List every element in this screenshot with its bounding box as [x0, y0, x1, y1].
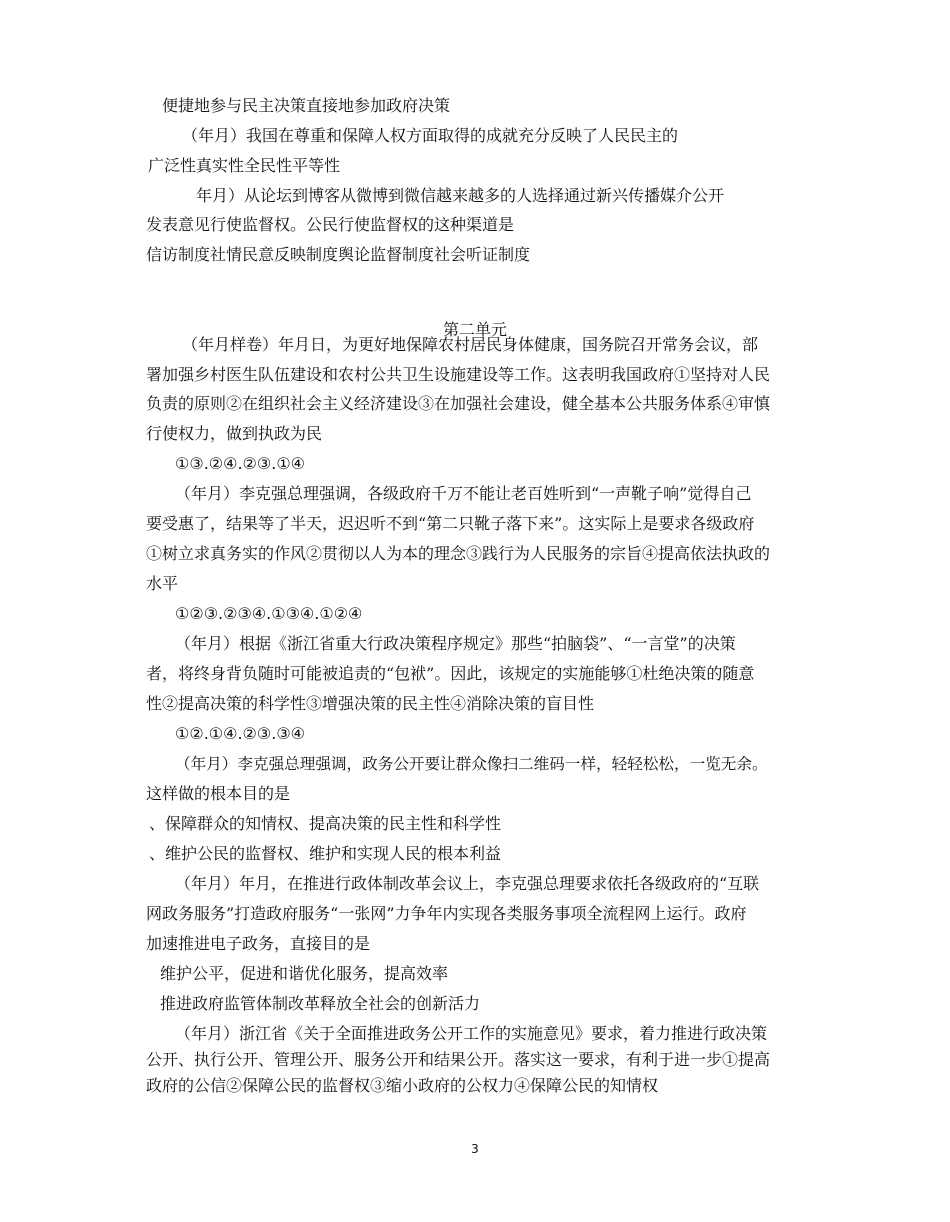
text-line: 要受惠了，结果等了半天，迟迟听不到“第二只靴子落下来”。这实际上是要求各级政府 [146, 514, 755, 533]
text-line: 行使权力，做到执政为民 [146, 424, 323, 443]
answer-option: 、维护公民的监督权、维护和实现人民的根本利益 [149, 844, 502, 863]
text-line: 性②提高决策的科学性③增强决策的民主性④消除决策的盲目性 [146, 694, 595, 713]
text-line: （年月）李克强总理强调，各级政府千万不能让老百姓听到“一声靴子响”觉得自己 [175, 484, 752, 503]
answer-option: 、保障群众的知情权、提高决策的民主性和科学性 [149, 814, 502, 833]
answer-options: ①②③.②③④.①③④.①②④ [175, 604, 363, 623]
text-line: 公开、执行公开、管理公开、服务公开和结果公开。落实这一要求，有利于进一步①提高 [146, 1050, 771, 1069]
text-line: 网政务服务”打造政府服务“一张网”力争年内实现各类服务事项全流程网上运行。政府 [146, 904, 747, 923]
text-line: 负责的原则②在组织社会主义经济建设③在加强社会建设，健全基本公共服务体系④审慎 [146, 394, 771, 413]
text-line: 广泛性真实性全民性平等性 [148, 156, 341, 175]
text-line: 这样做的根本目的是 [146, 784, 291, 803]
text-line: ①树立求真务实的作风②贯彻以人为本的理念③践行为人民服务的宗旨④提高依法执政的 [146, 544, 771, 563]
text-line: 便捷地参与民主决策直接地参加政府决策 [162, 96, 451, 115]
text-line: 水平 [146, 574, 179, 593]
text-line: （年月）我国在尊重和保障人权方面取得的成就充分反映了人民民主的 [182, 126, 679, 145]
text-line: （年月样卷）年月日，为更好地保障农村居民身体健康，国务院召开常务会议，部 [182, 335, 759, 354]
text-line: 年月）从论坛到博客从微博到微信越来越多的人选择通过新兴传播媒介公开 [196, 186, 725, 205]
answer-options: ①③.②④.②③.①④ [175, 454, 306, 473]
page-number: 3 [471, 1142, 479, 1156]
text-line: （年月）浙江省《关于全面推进政务公开工作的实施意见》要求，着力推进行政决策 [175, 1024, 768, 1043]
text-line: 政府的公信②保障公民的监督权③缩小政府的公权力④保障公民的知情权 [146, 1076, 659, 1095]
text-line: 者，将终身背负随时可能被追责的“包袱”。因此，该规定的实施能够①杜绝决策的随意 [146, 664, 755, 683]
answer-option: 推进政府监管体制改革释放全社会的创新活力 [160, 994, 481, 1013]
text-line: （年月）根据《浙江省重大行政决策程序规定》那些“拍脑袋”、“一言堂”的决策 [175, 634, 736, 653]
text-line: （年月）年月，在推进行政体制改革会议上，李克强总理要求依托各级政府的“互联 [175, 874, 760, 893]
text-line: （年月）李克强总理强调，政务公开要让群众像扫二维码一样，轻轻松松，一览无余。 [175, 755, 768, 773]
text-line: 加速推进电子政务，直接目的是 [146, 934, 371, 953]
text-line: 署加强乡村医生队伍建设和农村公共卫生设施建设等工作。这表明我国政府①坚持对人民 [146, 365, 771, 384]
answer-option: 维护公平，促进和谐优化服务，提高效率 [160, 964, 449, 983]
text-line: 信访制度社情民意反映制度舆论监督制度社会听证制度 [146, 245, 531, 264]
text-line: 发表意见行使监督权。公民行使监督权的这种渠道是 [146, 215, 515, 234]
answer-options: ①②.①④.②③.③④ [175, 724, 306, 743]
section-title: 第二单元 [442, 320, 507, 339]
